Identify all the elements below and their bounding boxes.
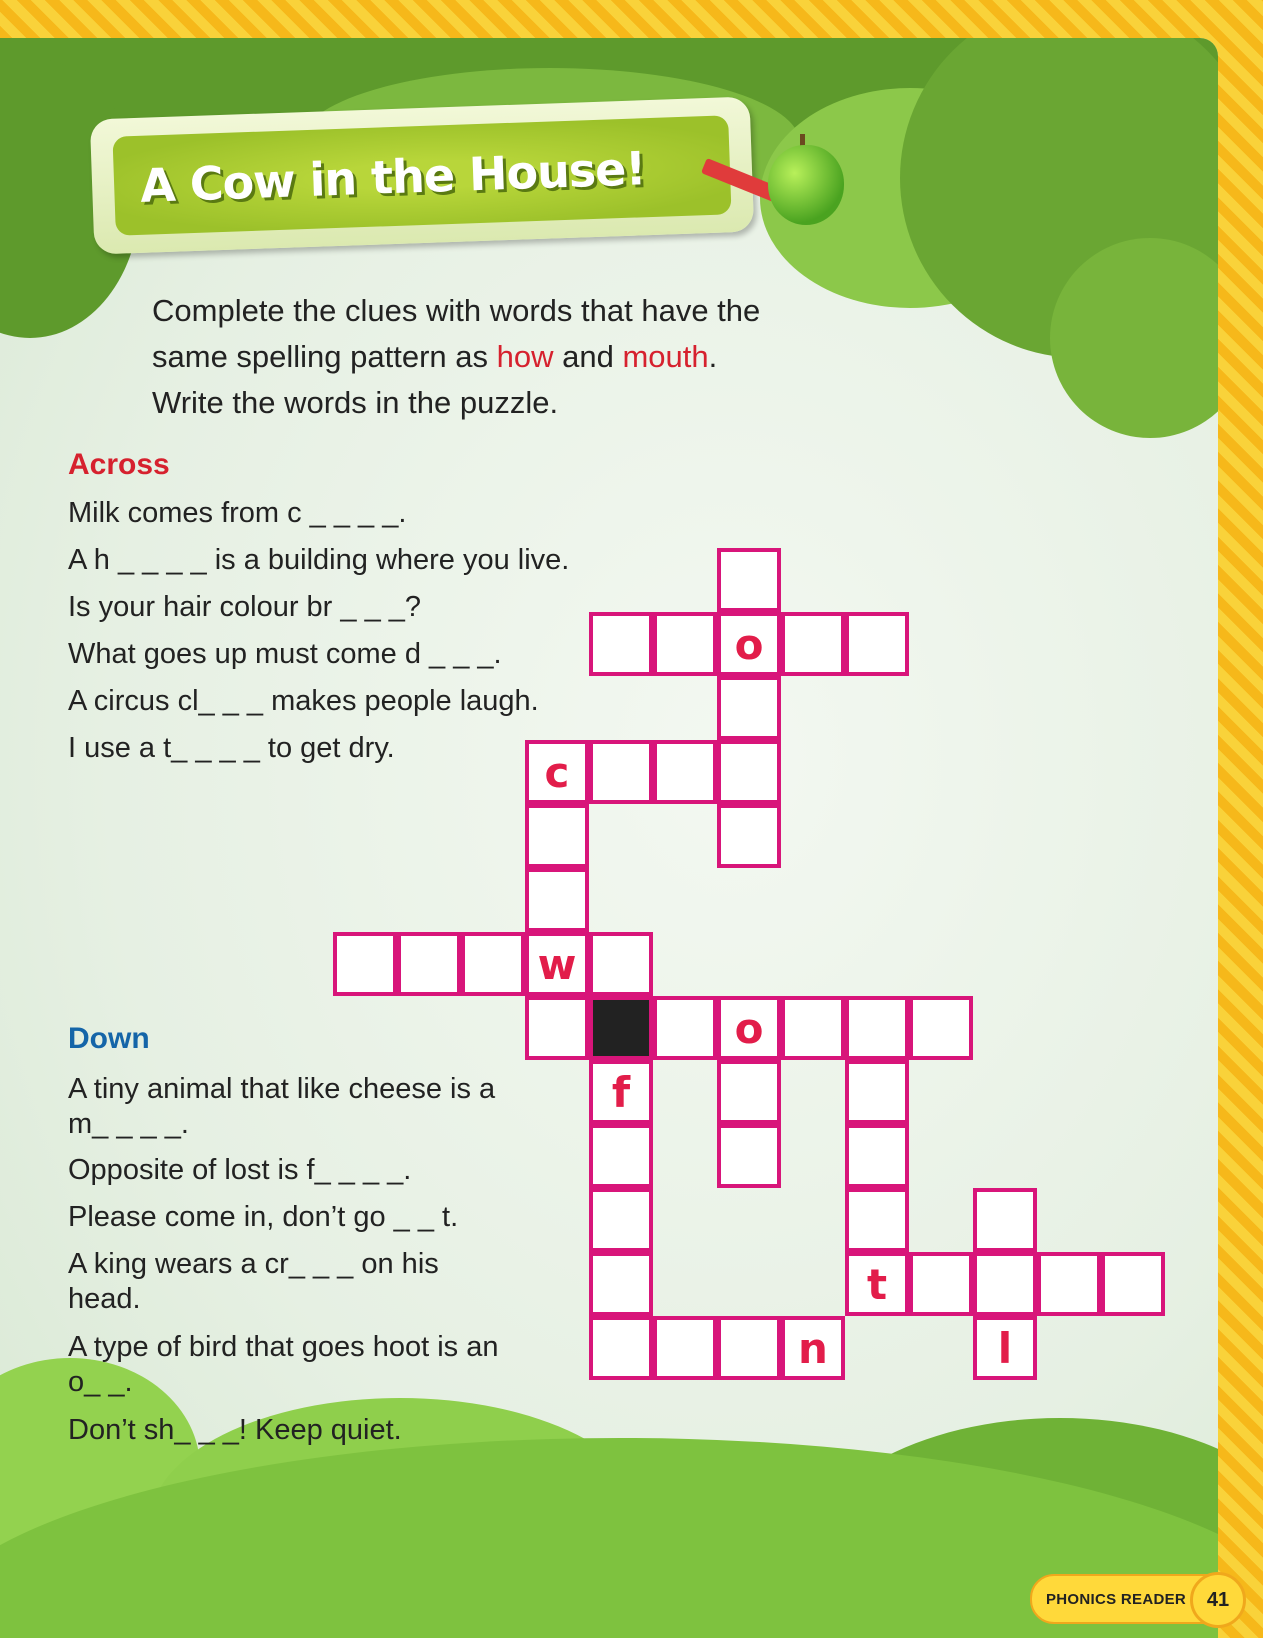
- down-clue: A tiny animal that like cheese is a m_ _ _ _.: [68, 1073, 496, 1140]
- crossword-cell[interactable]: [717, 676, 781, 740]
- crossword-cell[interactable]: [781, 612, 845, 676]
- page-title: A Cow in the House!: [139, 140, 647, 213]
- instruction-text: .: [708, 339, 718, 374]
- crossword-cell[interactable]: l: [973, 1316, 1037, 1380]
- crossword-cell[interactable]: [589, 612, 653, 676]
- crossword-cell[interactable]: n: [781, 1316, 845, 1380]
- crossword-cell[interactable]: o: [717, 612, 781, 676]
- down-clue: A type of bird that goes hoot is an o_ _.: [68, 1331, 499, 1398]
- crossword-cell[interactable]: [845, 612, 909, 676]
- crossword-cell[interactable]: [781, 996, 845, 1060]
- crossword-cell[interactable]: [653, 996, 717, 1060]
- example-word-mouth: mouth: [622, 339, 709, 374]
- crossword-cell[interactable]: [717, 548, 781, 612]
- crossword-cell[interactable]: [845, 996, 909, 1060]
- across-clue: A circus cl_ _ _ makes people laugh.: [68, 685, 539, 717]
- crossword-cell[interactable]: [1037, 1252, 1101, 1316]
- crossword-cell[interactable]: [653, 1316, 717, 1380]
- instruction-text: same spelling pattern as: [152, 339, 497, 374]
- instruction-line: Write the words in the puzzle.: [152, 385, 559, 420]
- apple-icon: [768, 145, 844, 225]
- crossword-cell[interactable]: [525, 804, 589, 868]
- page-number: 41: [1190, 1572, 1246, 1628]
- crossword-cell[interactable]: [909, 996, 973, 1060]
- down-clue: Opposite of lost is f_ _ _ _.: [68, 1154, 412, 1186]
- across-clue: A h _ _ _ _ is a building where you live.: [68, 544, 570, 576]
- crossword-cell[interactable]: [717, 1060, 781, 1124]
- crossword-cell[interactable]: [973, 1252, 1037, 1316]
- crossword-cell[interactable]: w: [525, 932, 589, 996]
- crossword-cell[interactable]: [845, 1188, 909, 1252]
- footer-label: PHONICS READER: [1046, 1590, 1187, 1608]
- title-banner: [90, 97, 754, 255]
- crossword-cell[interactable]: [717, 804, 781, 868]
- example-word-how: how: [496, 339, 554, 374]
- crossword-cell[interactable]: [909, 1252, 973, 1316]
- crossword-block: [589, 996, 653, 1060]
- crossword-cell[interactable]: [845, 1124, 909, 1188]
- crossword-cell[interactable]: [717, 1316, 781, 1380]
- crossword-cell[interactable]: c: [525, 740, 589, 804]
- footer-badge: [1030, 1574, 1244, 1624]
- crossword-cell[interactable]: t: [845, 1252, 909, 1316]
- crossword-cell[interactable]: [653, 740, 717, 804]
- crossword-cell[interactable]: [525, 868, 589, 932]
- down-clue: A king wears a cr_ _ _ on his head.: [68, 1248, 439, 1315]
- crossword-cell[interactable]: [589, 1252, 653, 1316]
- crossword-cell[interactable]: [717, 1124, 781, 1188]
- crossword-cell[interactable]: [973, 1188, 1037, 1252]
- across-clue: What goes up must come d _ _ _.: [68, 638, 502, 670]
- crossword-cell[interactable]: [1101, 1252, 1165, 1316]
- across-clue: Is your hair colour br _ _ _?: [68, 591, 422, 623]
- crossword-cell[interactable]: [397, 932, 461, 996]
- down-heading: Down: [68, 1022, 150, 1055]
- crossword-cell[interactable]: [717, 740, 781, 804]
- down-clue: Please come in, don’t go _ _ t.: [68, 1201, 459, 1233]
- crossword-cell[interactable]: [589, 1316, 653, 1380]
- instruction-text: and: [553, 339, 623, 374]
- instructions: [152, 288, 872, 426]
- title-panel: [112, 115, 731, 235]
- crossword-cell[interactable]: [333, 932, 397, 996]
- crossword-cell[interactable]: o: [717, 996, 781, 1060]
- crossword-cell[interactable]: [589, 740, 653, 804]
- crossword-cell[interactable]: [653, 612, 717, 676]
- crossword-cell[interactable]: f: [589, 1060, 653, 1124]
- instruction-line: Complete the clues with words that have the: [152, 293, 761, 328]
- crossword-cell[interactable]: [461, 932, 525, 996]
- down-clue: Don’t sh_ _ _! Keep quiet.: [68, 1414, 402, 1446]
- across-clue: I use a t_ _ _ _ to get dry.: [68, 732, 395, 764]
- crossword-cell[interactable]: [589, 1124, 653, 1188]
- instruction-line: [152, 334, 872, 380]
- across-clue: Milk comes from c _ _ _ _.: [68, 497, 407, 529]
- crossword-cell[interactable]: [845, 1060, 909, 1124]
- crossword-cell[interactable]: [525, 996, 589, 1060]
- crossword-cell[interactable]: [589, 1188, 653, 1252]
- across-heading: Across: [68, 448, 170, 481]
- crossword-cell[interactable]: [589, 932, 653, 996]
